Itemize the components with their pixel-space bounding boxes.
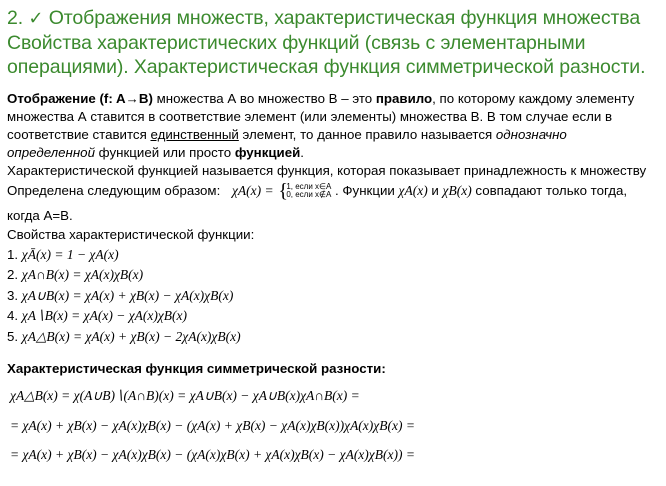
definition-text: соответствие ставится bbox=[7, 127, 151, 142]
title-line-1 bbox=[7, 6, 663, 31]
definition-line-3 bbox=[7, 126, 666, 144]
sym-diff-line-3: = χA(x) + χB(x) − χA(x)χB(x) − (χA(x)χB(x) + χA(x)χB(x) − χA(x)χB(x)) = bbox=[10, 447, 415, 462]
property-formula: χA∩B(x) = χA(x)χB(x) bbox=[21, 267, 144, 282]
char-function-line-1: Характеристической функцией называется функция, которая показывает принадлежность к множеству bbox=[7, 163, 647, 178]
definition-italic: определенной bbox=[7, 145, 95, 160]
and-word: и bbox=[431, 183, 439, 198]
chi-a: χA(x) bbox=[398, 183, 428, 198]
property-formula: χA∪B(x) = χA(x) + χB(x) − χA(x)χB(x) bbox=[21, 288, 234, 303]
brace-icon: { bbox=[278, 180, 288, 203]
char-function-text: совпадают только тогда, bbox=[475, 183, 628, 198]
rule-word: правило bbox=[375, 91, 433, 106]
title-line-3: операциями). Характеристическая функция симметрической разности. bbox=[7, 56, 646, 78]
property-number: 3. bbox=[7, 288, 19, 303]
char-function-text: . Функции bbox=[335, 183, 395, 198]
definition-line-2: множества А ставится в соответствие элемент (или элементы) множества В. В том случае если в bbox=[7, 109, 613, 124]
case-1: 1, если x∈A bbox=[286, 182, 332, 192]
property-4 bbox=[7, 307, 666, 325]
sym-diff-line-1: χA△B(x) = χ(A∪B)∖(A∩B)(x) = χA∪B(x) − χA∪B(x)χA∩B(x) = bbox=[10, 388, 360, 403]
property-2 bbox=[7, 266, 666, 284]
definition-text: функцией или просто bbox=[94, 145, 235, 160]
checkmark-icon: ✓ bbox=[28, 8, 44, 29]
property-number: 4. bbox=[7, 308, 19, 323]
property-formula: χA∖B(x) = χA(x) − χA(x)χB(x) bbox=[21, 308, 188, 323]
title-text-1: Отображения множеств, характеристическая функция множества bbox=[48, 7, 641, 29]
definition-text: , по которому каждому элементу bbox=[432, 91, 635, 106]
definition-text: . bbox=[300, 145, 304, 160]
properties-heading: Свойства характеристической функции: bbox=[7, 227, 255, 242]
title-line-2: Свойства характеристических функций (связь с элементарными bbox=[7, 32, 586, 54]
property-formula: χĀ(x) = 1 − χA(x) bbox=[21, 247, 119, 262]
definition-term: Отображение (f: A→B) bbox=[7, 91, 153, 106]
sym-diff-heading: Характеристическая функция симметрической разности: bbox=[7, 361, 386, 376]
definition-text: элемент, то данное правило называется bbox=[238, 127, 496, 142]
property-formula: χA△B(x) = χA(x) + χB(x) − 2χA(x)χB(x) bbox=[21, 329, 241, 344]
property-1 bbox=[7, 246, 666, 264]
property-3 bbox=[7, 287, 666, 305]
unique-word: единственный bbox=[150, 127, 239, 142]
function-word: функцией bbox=[234, 145, 301, 160]
property-number: 2. bbox=[7, 267, 19, 282]
definition-italic: однозначно bbox=[495, 127, 567, 142]
sym-diff-line-2: = χA(x) + χB(x) − χA(x)χB(x) − (χA(x) + χB(x) − χA(x)χB(x))χA(x)χB(x) = bbox=[10, 418, 415, 433]
property-number: 1. bbox=[7, 247, 19, 262]
section-title bbox=[7, 6, 663, 79]
char-function-text: Определена следующим образом: bbox=[7, 183, 221, 198]
char-function-line-3: когда A=B. bbox=[7, 208, 73, 223]
cases-block bbox=[278, 180, 332, 203]
property-number: 5. bbox=[7, 329, 19, 344]
property-5 bbox=[7, 328, 666, 346]
char-function-line-2 bbox=[7, 180, 666, 203]
chi-b: χB(x) bbox=[442, 183, 472, 198]
case-2: 0, если x∉A bbox=[286, 190, 332, 200]
definition-line-4 bbox=[7, 144, 666, 162]
definition-text: множества А во множество В – это bbox=[152, 91, 376, 106]
definition-line-1 bbox=[7, 90, 666, 108]
char-function-formula: χA(x) = bbox=[231, 183, 274, 198]
title-number: 2. bbox=[7, 7, 24, 29]
